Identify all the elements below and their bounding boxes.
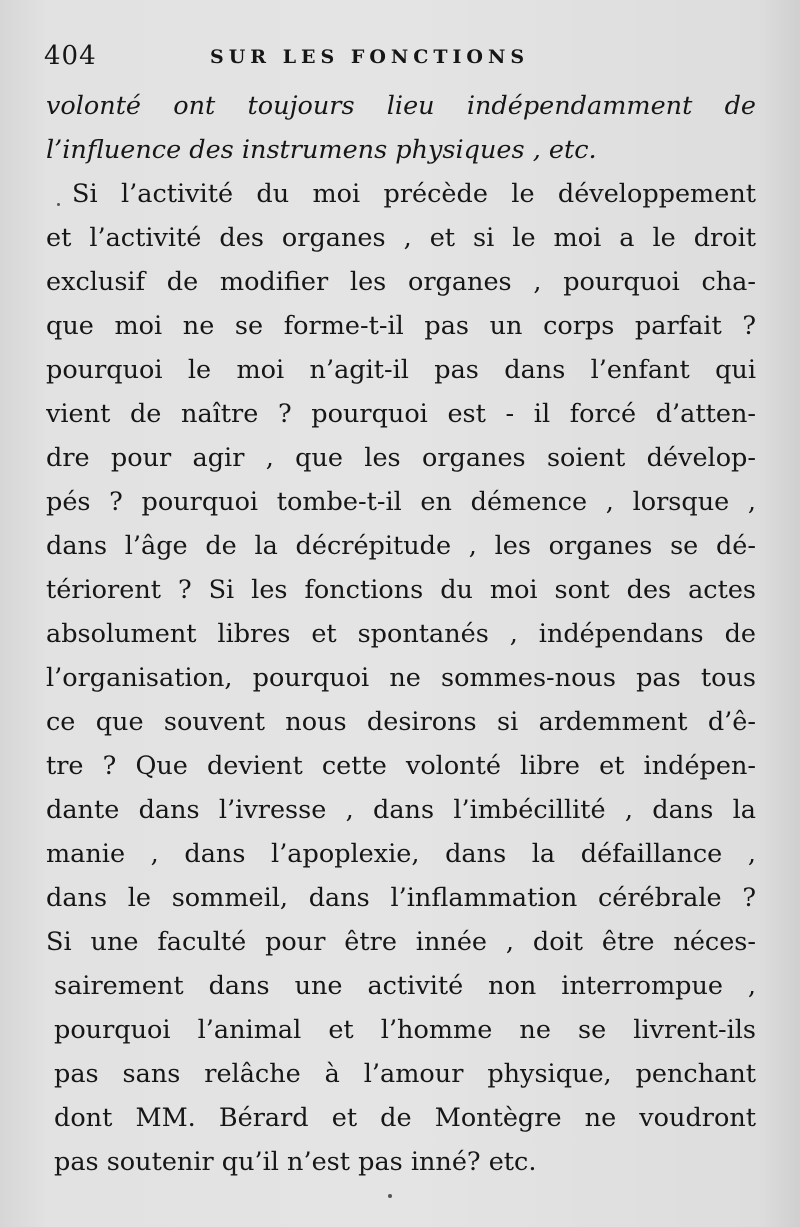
- text-line: dans l’âge de la décrépitude , les organes se dé-: [46, 531, 756, 561]
- text-line: et l’activité des organes , et si le moi a le droit: [46, 223, 756, 253]
- body-text: [46, 84, 756, 1184]
- text-line: l’influence des instrumens physiques , etc.: [46, 135, 597, 165]
- text-line: pourquoi le moi n’agit-il pas dans l’enfant qui: [46, 355, 756, 385]
- text-line: manie , dans l’apoplexie, dans la défaillance ,: [46, 839, 756, 869]
- text-line: dante dans l’ivresse , dans l’imbécillité , dans la: [46, 795, 756, 825]
- text-line: Si une faculté pour être innée , doit être néces-: [46, 927, 756, 957]
- text-line: pas soutenir qu’il n’est pas inné? etc.: [54, 1147, 537, 1177]
- text-line: pés ? pourquoi tombe-t-il en démence , lorsque ,: [46, 487, 756, 517]
- text-line: volonté ont toujours lieu indépendamment de: [46, 91, 756, 121]
- text-line: exclusif de modifier les organes , pourquoi cha-: [46, 267, 756, 297]
- ink-speck: [57, 203, 60, 206]
- text-line: absolument libres et spontanés , indépendans de: [46, 619, 756, 649]
- text-line: dre pour agir , que les organes soient dévelop-: [46, 443, 756, 473]
- text-line: l’organisation, pourquoi ne sommes-nous pas tous: [46, 663, 756, 693]
- ink-speck: [388, 1194, 392, 1198]
- text-line: que moi ne se forme-t-il pas un corps parfait ?: [46, 311, 756, 341]
- text-line: vient de naître ? pourquoi est - il forcé d’atten-: [46, 399, 756, 429]
- text-line: dont MM. Bérard et de Montègre ne voudront: [54, 1103, 756, 1133]
- text-line: tériorent ? Si les fonctions du moi sont des actes: [46, 575, 756, 605]
- page-header: [44, 40, 764, 74]
- text-line: sairement dans une activité non interrompue ,: [54, 971, 756, 1001]
- text-line: Si l’activité du moi précède le développement: [72, 179, 756, 209]
- running-head: SUR LES FONCTIONS: [210, 46, 530, 68]
- text-line: pas sans relâche à l’amour physique, penchant: [54, 1059, 756, 1089]
- page-number: 404: [44, 41, 97, 71]
- text-line: pourquoi l’animal et l’homme ne se livrent-ils: [54, 1015, 756, 1045]
- text-line: dans le sommeil, dans l’inflammation cérébrale ?: [46, 883, 756, 913]
- text-line: tre ? Que devient cette volonté libre et indépen-: [46, 751, 756, 781]
- text-line: ce que souvent nous desirons si ardemment d’ê-: [46, 707, 756, 737]
